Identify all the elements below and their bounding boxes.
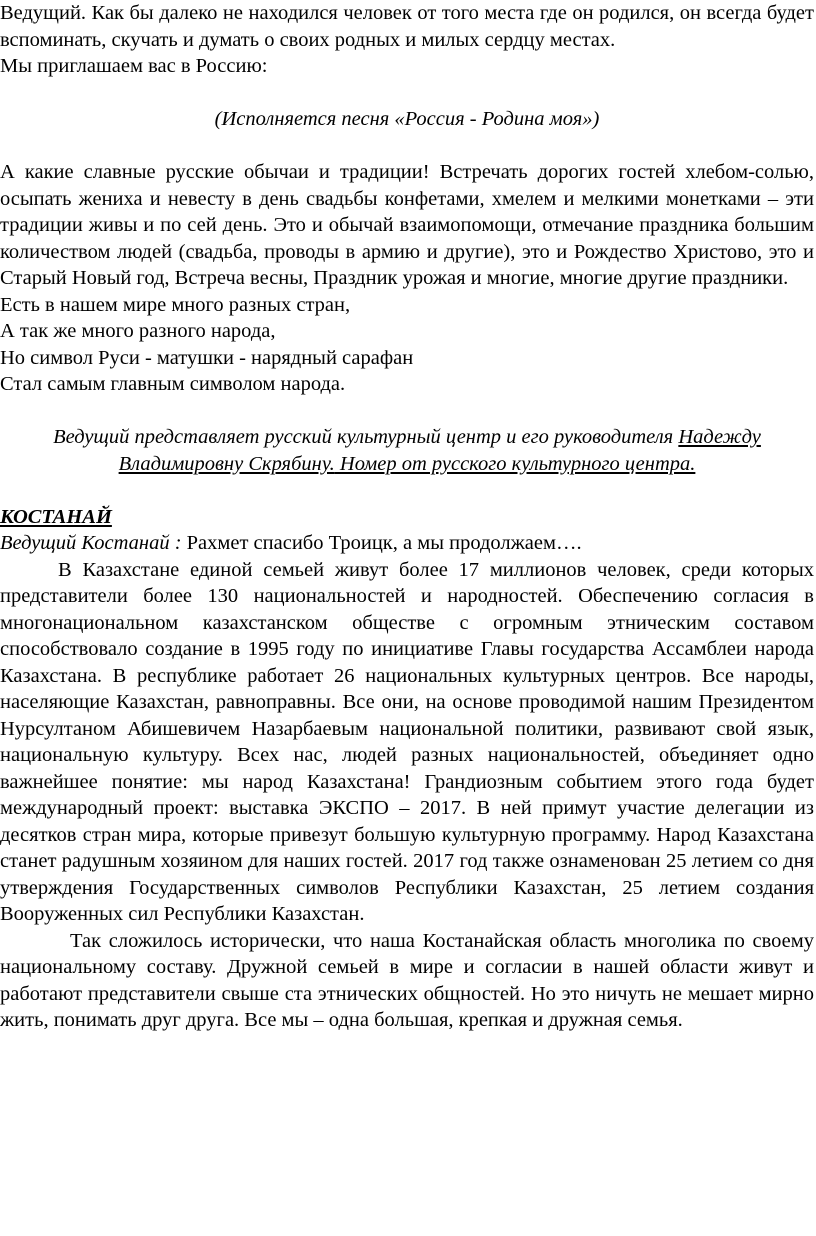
presenter-note bbox=[0, 424, 814, 477]
poem-line: А так же много разного народа, bbox=[0, 320, 276, 342]
presenter-note-text: Ведущий представляет русский культурный центр и его руководителя bbox=[53, 426, 679, 448]
invitation-line: Мы приглашаем вас в Россию: bbox=[0, 55, 268, 77]
traditions-paragraph: А какие славные русские обычаи и традиции! Встречать дорогих гостей хлебом-солью, осыпать жениха и невесту в день свадьбы конфетами, хмелем и мелкими монетками – эти традиции живы и по сей день. Это и обычай взаимопомощи, отмечание праздника большим количеством людей (свадьба, проводы в армию и другие), это и Рождество Христово, это и Старый Новый год, Встреча весны, Праздник урожая и многие, многие другие праздники. bbox=[0, 161, 814, 289]
poem-line: Но символ Руси - матушки - нарядный сарафан bbox=[0, 346, 414, 369]
presenter-note-tail: Номер от русского культурного центра. bbox=[334, 452, 696, 475]
poem bbox=[0, 292, 814, 398]
speaker-text: Рахмет спасибо Троицк, а мы продолжаем…. bbox=[181, 532, 582, 554]
poem-line: Стал самым главным символом народа. bbox=[0, 373, 346, 395]
kostanay-speaker-line bbox=[0, 530, 814, 557]
presenter-note-name: Надежду Владимировну Скрябину. bbox=[118, 426, 761, 475]
intro-paragraph: Ведущий. Как бы далеко не находился человек от того места где он родился, он всегда будет вспоминать, скучать и думать о своих родных и милых сердцу местах. bbox=[0, 2, 814, 51]
blank-line bbox=[0, 398, 814, 425]
poem-line: Есть в нашем мире много разных стран, bbox=[0, 293, 351, 316]
blank-line bbox=[0, 80, 814, 107]
song-note: (Исполняется песня «Россия - Родина моя») bbox=[214, 108, 600, 130]
kostanay-paragraph: Так сложилось исторически, что наша Костанайская область многолика по своему национальному составу. Дружной семьей в мире и согласии в нашей области живут и работают представители свыше ста этнических общностей. Но это ничуть не мешает мирно жить, понимать друг друга. Все мы – одна большая, крепкая и дружная семья. bbox=[0, 929, 814, 1031]
kazakhstan-paragraph: В Казахстане единой семьей живут более 17 миллионов человек, среди которых представители более 130 национальностей и народностей. Обеспечению согласия в многонациональном казахстанском обществе с огромным этническим составом способствовало создание в 1995 году по инициативе Главы государства Ассамблеи народа Казахстана. В республике работает 26 национальных культурных центров. Все народы, населяющие Казахстан, равноправны. Все они, на основе проводимой нашим Президентом Нурсултаном Абишевичем Назарбаевым национальной политики, развивают свой язык, национальную культуру. Всех нас, людей разных национальностей, объединяет одно важнейшее понятие: мы народ Казахстана! Грандиозным событием этого года будет международный проект: выставка ЭКСПО – 2017. В ней примут участие делегации из десятков стран мира, которые привезут большую культурную программу. Народ Казахстана станет радушным хозяином для наших гостей. 2017 год также ознаменован 25 летием со дня утверждения Государственных символов Республики Казахстан, 25 летием создания Вооруженных сил Республики Казахстан. bbox=[0, 558, 814, 925]
blank-line bbox=[0, 133, 814, 160]
section-heading: КОСТАНАЙ bbox=[0, 505, 112, 528]
blank-line bbox=[0, 477, 814, 504]
speaker-label: Ведущий Костанай : bbox=[0, 532, 182, 554]
